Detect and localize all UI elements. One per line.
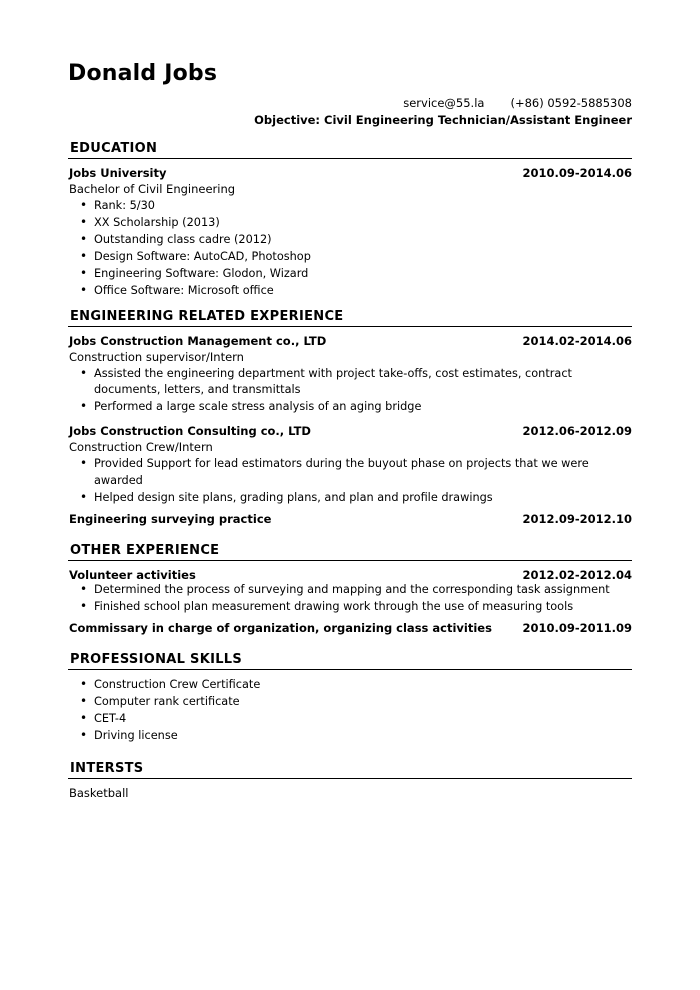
interests-text: Basketball [69,785,129,800]
experience-entry [68,334,632,415]
experience-entry [68,424,632,505]
entry-header [68,621,632,635]
entry-header [68,424,632,438]
list-item: • Computer rank certificate [78,694,632,710]
experience-bullets [68,366,632,415]
section-divider [68,560,632,561]
section-title-skills: PROFESSIONAL SKILLS [70,651,243,667]
section-title-interests: INTERSTS [70,760,144,776]
entry-dates: 2012.02-2012.04 [522,567,632,582]
skills-bullets [68,677,632,744]
phone-text: (+86) 0592-5885308 [510,96,632,111]
list-item: • Engineering Software: Glodon, Wizard [78,266,632,282]
degree-text: Bachelor of Civil Engineering [69,182,236,197]
entry-header [68,166,632,180]
objective-text: Objective: Civil Engineering Technician/Assistant Engineer [254,113,632,128]
list-item: • Provided Support for lead estimators during the buyout phase on projects that we were awarded [78,456,632,488]
practice-name: Engineering surveying practice [69,511,272,526]
section-title-other: OTHER EXPERIENCE [70,542,220,558]
email-text: service@55.la [403,96,485,111]
list-item: • Performed a large scale stress analysis of an aging bridge [78,399,632,415]
section-professional-skills [68,652,632,744]
section-title-education: EDUCATION [70,141,158,157]
section-divider [68,158,632,159]
entry-header [68,512,632,526]
section-interests [68,761,632,800]
list-item: • Rank: 5/30 [78,198,632,214]
entry-header [68,568,632,582]
list-item: • Office Software: Microsoft office [78,283,632,299]
list-item: • Construction Crew Certificate [78,677,632,693]
section-engineering-experience [68,309,632,525]
entry-dates: 2010.09-2011.09 [522,620,632,635]
section-divider [68,326,632,327]
role-text: Construction Crew/Intern [69,440,213,455]
page-title: Donald Jobs [68,61,218,86]
activity-name: Commissary in charge of organization, organizing class activities [69,620,492,635]
education-bullets [68,198,632,299]
entry-dates: 2012.09-2012.10 [522,511,632,526]
list-item: • Outstanding class cadre (2012) [78,232,632,248]
education-entry [68,166,632,299]
list-item: • Assisted the engineering department with project take-offs, cost estimates, contract documents, letters, and transmittals [78,366,632,398]
list-item: • Determined the process of surveying and mapping and the corresponding task assignment [78,582,632,598]
section-divider [68,778,632,779]
entry-header [68,334,632,348]
list-item: • Helped design site plans, grading plans, and plan and profile drawings [78,490,632,506]
company-name: Jobs Construction Consulting co., LTD [69,424,311,439]
list-item: • CET-4 [78,711,632,727]
experience-entry [68,512,632,526]
list-item: • Finished school plan measurement drawing work through the use of measuring tools [78,599,632,615]
list-item: • Driving license [78,728,632,744]
role-text: Construction supervisor/Intern [69,350,244,365]
company-name: Jobs Construction Management co., LTD [69,334,327,349]
list-item: • XX Scholarship (2013) [78,215,632,231]
experience-entry [68,568,632,615]
section-divider [68,669,632,670]
section-other-experience [68,543,632,635]
other-bullets [68,582,632,615]
experience-bullets [68,456,632,505]
entry-dates: 2014.02-2014.06 [522,334,632,349]
contact-line [68,96,632,110]
section-title-engineering: ENGINEERING RELATED EXPERIENCE [70,309,344,325]
school-dates: 2010.09-2014.06 [522,166,632,181]
activity-name: Volunteer activities [69,567,196,582]
experience-entry [68,621,632,635]
list-item: • Design Software: AutoCAD, Photoshop [78,249,632,265]
school-name: Jobs University [69,166,167,181]
section-education [68,141,632,299]
entry-dates: 2012.06-2012.09 [522,424,632,439]
